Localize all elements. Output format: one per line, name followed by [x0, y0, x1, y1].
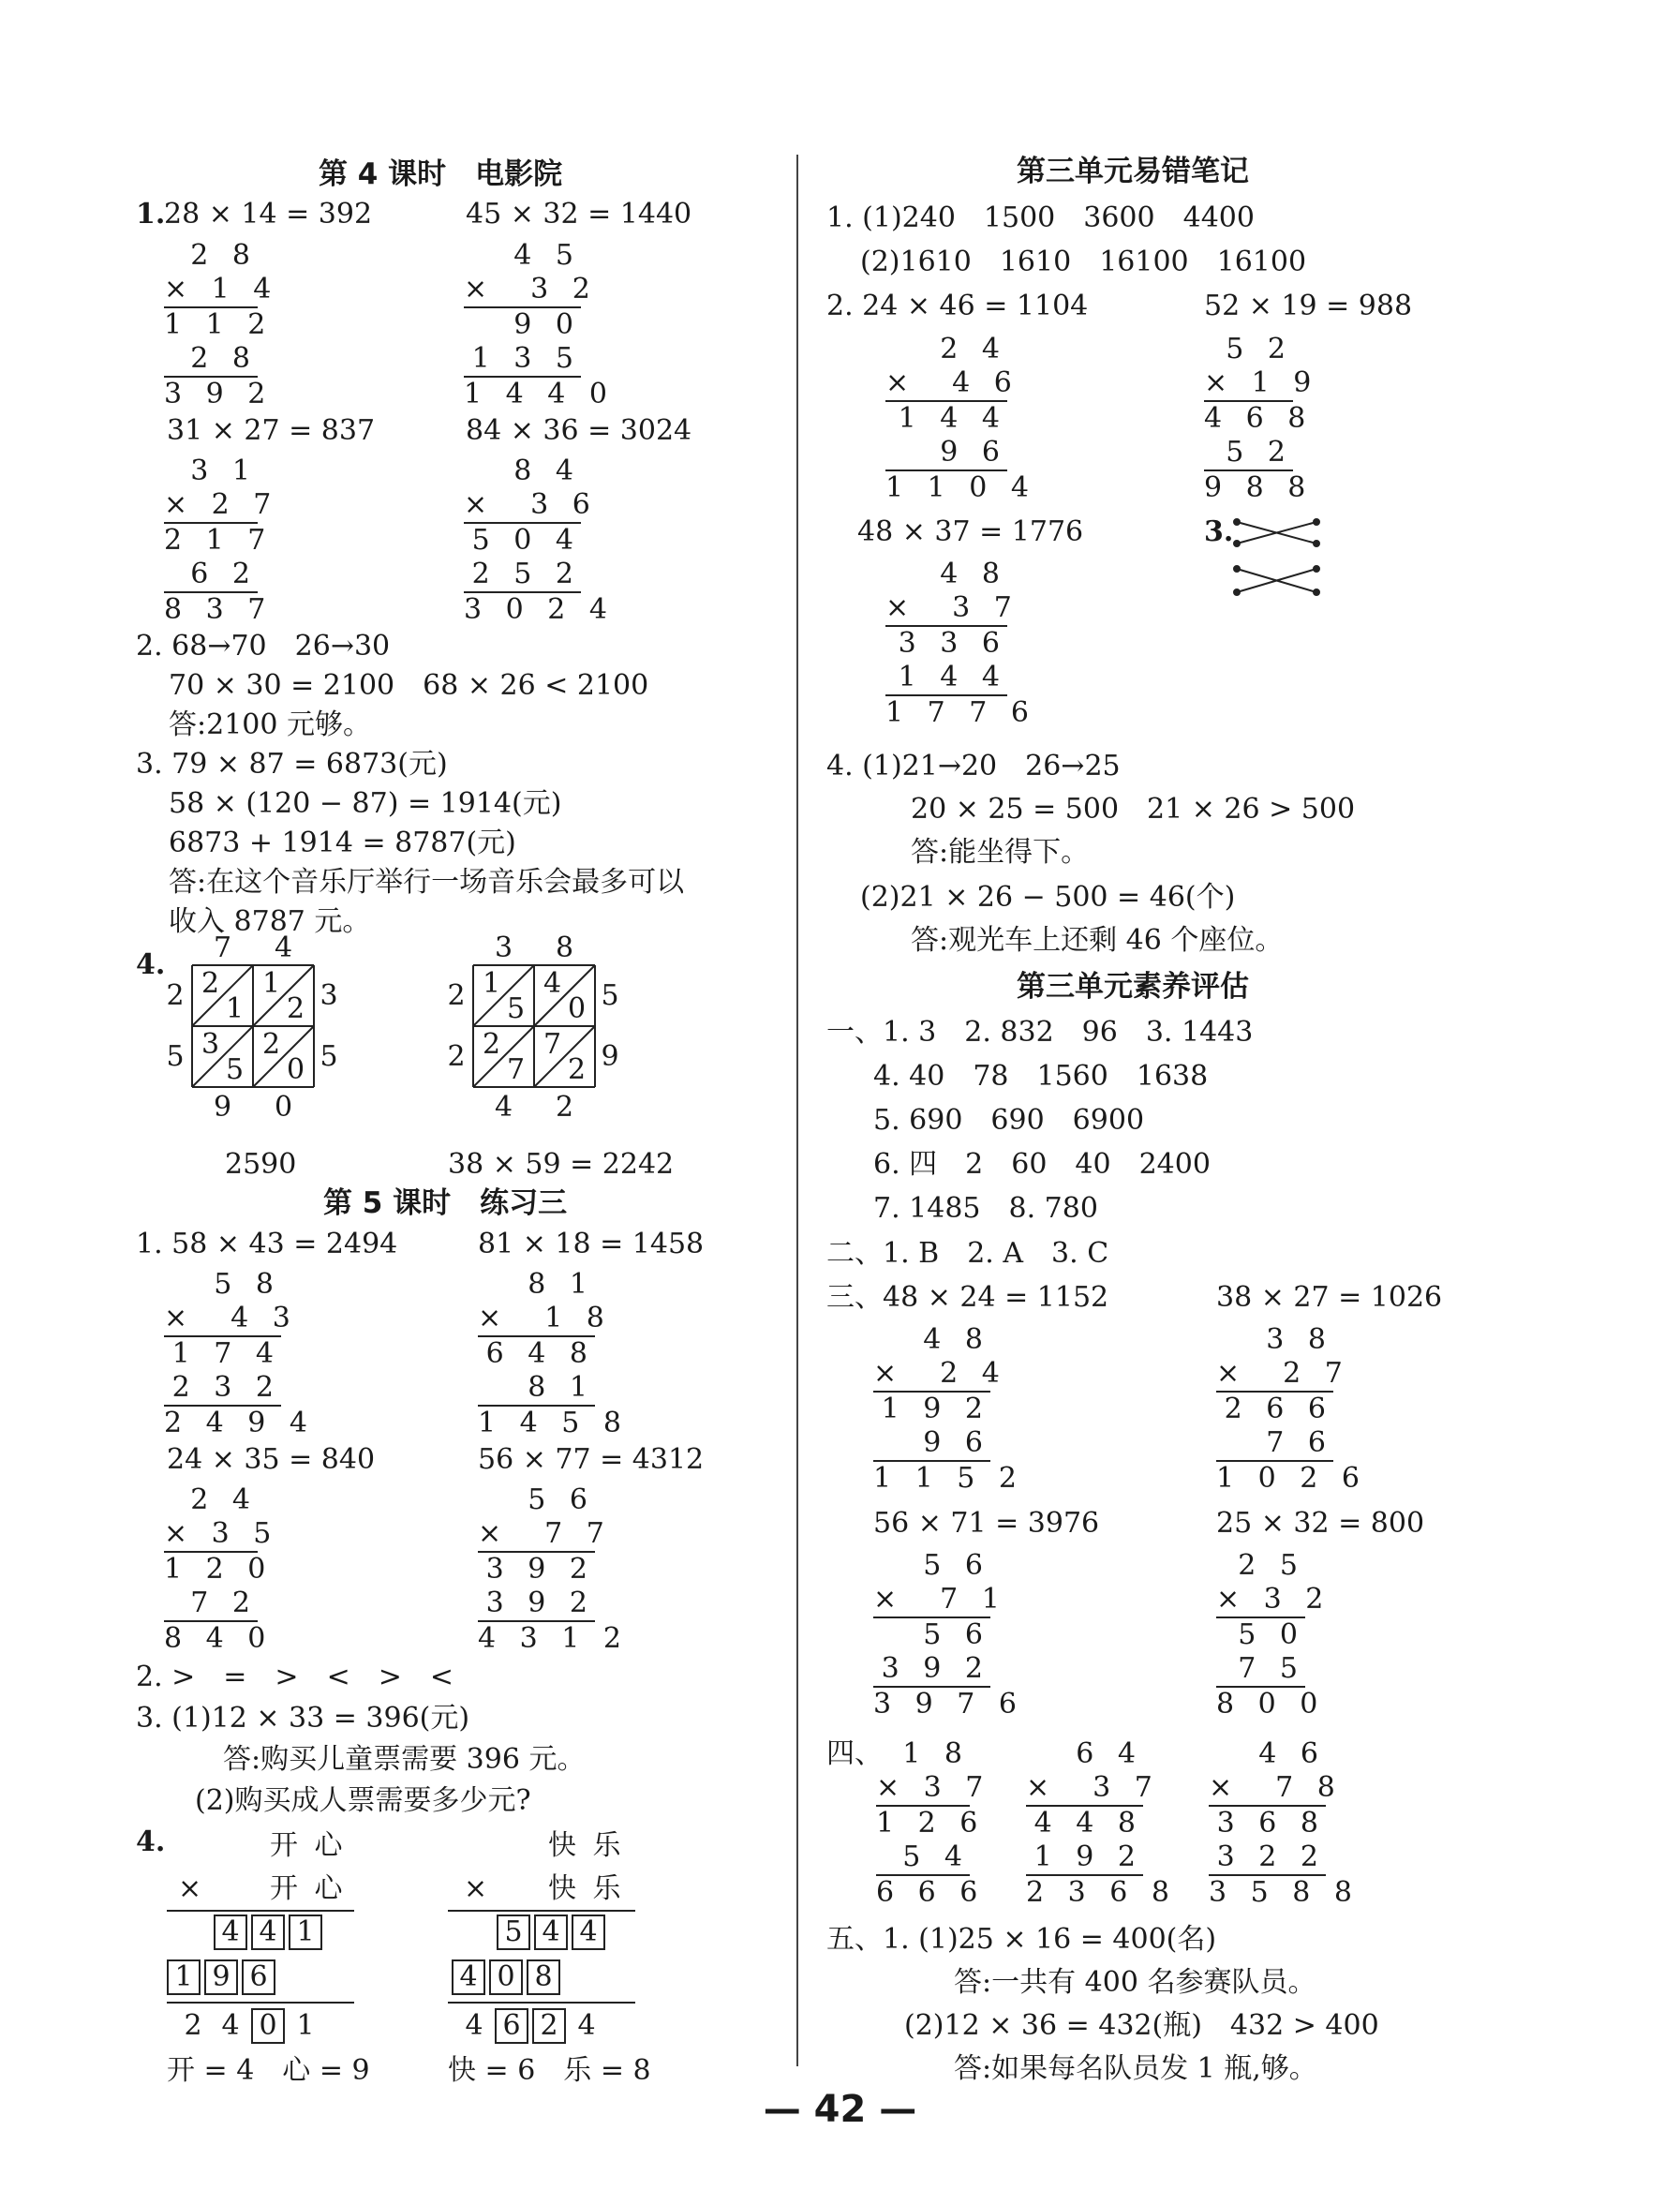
lattice-cell-tens: 1 — [482, 966, 501, 1000]
vm-row: × 3 5 — [164, 1517, 258, 1553]
equation: 56 × 77 = 4312 — [478, 1443, 705, 1476]
vm-row: 1 1 2 — [164, 308, 274, 341]
digit-box: 6 — [242, 1959, 275, 1995]
vm-row: 4 8 — [940, 558, 1007, 590]
lattice-cell-tens: 3 — [201, 1027, 220, 1061]
n4-line: 20 × 25 = 500 21 × 26 > 500 — [911, 793, 1356, 826]
vm-row: 6 4 8 — [485, 1337, 595, 1370]
vertical-multiplication — [464, 454, 615, 627]
vm-row: 5 6 — [528, 1483, 595, 1516]
vm-row: 3 1 — [190, 454, 258, 487]
lattice-top-digit: 4 — [274, 931, 293, 964]
e5-line: 五、1. (1)25 × 16 = 400(名) — [826, 1923, 1217, 1956]
vm-row: × 4 3 — [164, 1302, 281, 1337]
vertical-multiplication — [885, 558, 1036, 730]
e2-line: 二、1. B 2. A 3. C — [826, 1237, 1109, 1270]
digit-box: 6 — [495, 2008, 528, 2044]
vm-row: 2 4 — [190, 1483, 258, 1516]
q2-answer: 答:2100 元够。 — [169, 708, 371, 741]
vm-row: 3 9 2 — [873, 1652, 990, 1688]
equation: 24 × 35 = 840 — [167, 1443, 376, 1476]
vm-row: 5 6 — [923, 1618, 990, 1651]
digit-box: 9 — [204, 1959, 238, 1995]
vm-row: 2 3 2 — [164, 1371, 281, 1407]
notes-title: 第三单元易错笔记 — [1017, 155, 1249, 188]
lattice-cell-ones: 5 — [506, 991, 526, 1025]
e1-line: 5. 690 690 6900 — [873, 1104, 1145, 1137]
puzzle-second: 快 乐 — [548, 1872, 625, 1905]
vm-row: 2 4 — [940, 333, 1007, 365]
digit-box: 5 — [497, 1914, 530, 1950]
lattice-left-digit: 2 — [166, 978, 185, 1012]
vm-row: 7 2 — [164, 1587, 258, 1622]
vertical-multiplication — [1209, 1737, 1360, 1910]
vertical-multiplication — [1204, 333, 1319, 505]
vm-row: 3 9 7 6 — [873, 1688, 1024, 1721]
vm-row: 2 6 6 — [1224, 1393, 1333, 1425]
vertical-multiplication — [873, 1549, 1024, 1721]
vm-row: 1 7 4 — [171, 1337, 281, 1370]
lattice-cell-tens: 2 — [482, 1027, 501, 1061]
vm-row: 7 5 — [1216, 1652, 1305, 1688]
vm-row: × 4 6 — [885, 366, 1007, 402]
p3-line: 3. (1)12 × 33 = 396(元) — [136, 1702, 470, 1735]
puzzle-row — [497, 1914, 609, 1951]
e1-line: 4. 40 78 1560 1638 — [873, 1060, 1209, 1093]
vm-row: × 7 8 — [1209, 1771, 1326, 1807]
vm-row: 1 1 5 2 — [873, 1462, 1024, 1495]
vm-row: 5 0 — [1238, 1618, 1305, 1651]
e1-line: 6. 四 2 60 40 2400 — [873, 1148, 1211, 1181]
vm-row: 4 5 — [513, 239, 581, 272]
digit: 4 — [577, 2009, 596, 2042]
equation: 2. 24 × 46 = 1104 — [826, 290, 1089, 322]
digit-box: 1 — [289, 1914, 322, 1950]
equation: 25 × 32 = 800 — [1216, 1507, 1425, 1540]
puzzle-second: 开 心 — [270, 1872, 347, 1905]
vm-row: 5 2 — [1204, 436, 1293, 471]
p4-label: 4. — [136, 1825, 166, 1858]
digit-box: 2 — [532, 2008, 566, 2044]
matching-lines-diagram — [1227, 511, 1331, 604]
vm-row: 1 8 — [902, 1737, 970, 1770]
digit-box: 4 — [214, 1914, 247, 1950]
lattice-cell-tens: 4 — [543, 966, 562, 1000]
lattice-cell-ones: 7 — [506, 1052, 526, 1086]
lattice-right-digit: 9 — [601, 1039, 619, 1073]
vm-row: 6 4 — [1076, 1737, 1143, 1770]
puzzle-mul: × — [178, 1872, 202, 1905]
digit: 2 — [184, 2009, 202, 2042]
q1-label: 1. — [136, 198, 166, 231]
lattice-grid — [164, 931, 351, 1143]
p3-question: (2)购买成人票需要多少元? — [195, 1784, 531, 1817]
vm-row: 4 6 8 — [1204, 402, 1314, 435]
vertical-multiplication — [478, 1268, 629, 1440]
vm-row: 4 6 — [1258, 1737, 1326, 1770]
n3-label: 3. — [1204, 515, 1234, 548]
lattice-cell-ones: 2 — [286, 991, 305, 1025]
vertical-multiplication — [478, 1483, 629, 1656]
lattice-left-digit: 2 — [447, 978, 466, 1012]
puzzle-top: 快 乐 — [548, 1829, 625, 1862]
lattice-cell-ones: 1 — [225, 991, 245, 1025]
equation: 56 × 71 = 3976 — [873, 1507, 1100, 1540]
vm-row: 8 3 7 — [164, 593, 274, 626]
lattice-result: 38 × 59 = 2242 — [448, 1148, 675, 1181]
page-number: — 42 — — [763, 2088, 917, 2131]
lattice-cell-ones: 0 — [567, 991, 587, 1025]
vm-row: 6 6 6 — [876, 1876, 986, 1909]
vm-row: 3 6 8 — [1216, 1807, 1326, 1840]
e4-label: 四、 — [826, 1737, 883, 1770]
digit: 4 — [221, 2009, 240, 2042]
lattice-top-digit: 7 — [213, 931, 232, 964]
digit-box: 4 — [534, 1914, 568, 1950]
vm-row: × 3 7 — [885, 591, 1007, 627]
digit-box: 4 — [251, 1914, 285, 1950]
lattice-bottom-digit: 4 — [494, 1091, 513, 1124]
vm-row: 5 6 — [923, 1549, 990, 1582]
e1-line: 一、1. 3 2. 832 96 3. 1443 — [826, 1016, 1254, 1049]
puzzle-answer: 开 = 4 心 = 9 — [167, 2054, 370, 2087]
e5-answer: 答:一共有 400 名参赛队员。 — [954, 1966, 1316, 1999]
q2-line: 70 × 30 = 2100 68 × 26 < 2100 — [169, 669, 649, 702]
lattice-cell-ones: 0 — [286, 1052, 305, 1086]
vm-row: 5 4 — [876, 1840, 970, 1876]
vm-row: 3 0 2 4 — [464, 593, 615, 626]
vm-row: 5 0 4 — [471, 524, 581, 557]
vm-row: × 1 4 — [164, 273, 258, 308]
e5-line: (2)12 × 36 = 432(瓶) 432 > 400 — [904, 2009, 1379, 2042]
vm-row: 1 4 4 0 — [464, 378, 615, 410]
eval-title: 第三单元素养评估 — [1017, 970, 1249, 1004]
vm-row: 4 3 1 2 — [478, 1622, 629, 1655]
n4-line: 4. (1)21→20 26→25 — [826, 750, 1121, 782]
q3-line: 6873 + 1914 = 8787(元) — [169, 827, 516, 859]
vm-row: × 3 7 — [876, 1771, 970, 1807]
column-divider — [796, 155, 798, 2066]
vm-row: 3 9 2 — [164, 378, 274, 410]
digit-box: 4 — [572, 1914, 605, 1950]
vm-row: × 3 7 — [1026, 1771, 1143, 1807]
vm-row: 3 8 — [1266, 1323, 1333, 1356]
q2-line: 2. 68→70 26→30 — [136, 630, 391, 663]
puzzle-row — [214, 1914, 326, 1951]
lesson5-title: 第 5 课时 练习三 — [323, 1186, 568, 1220]
vertical-multiplication — [164, 1268, 315, 1440]
vm-row: 5 8 — [214, 1268, 281, 1301]
vm-row: 9 6 — [873, 1426, 990, 1462]
lattice-top-digit: 8 — [555, 931, 574, 964]
q3-line: 58 × (120 − 87) = 1914(元) — [169, 787, 562, 820]
vm-row: 3 5 8 8 — [1209, 1876, 1360, 1909]
puzzle-sum — [176, 2007, 326, 2045]
lattice-cell-tens: 2 — [201, 966, 220, 1000]
equation: 48 × 37 = 1776 — [857, 515, 1084, 548]
vm-row: × 3 2 — [464, 273, 581, 308]
digit-box: 0 — [251, 2008, 285, 2044]
vm-row: 3 9 2 — [485, 1553, 595, 1586]
vm-row: 2 3 6 8 — [1026, 1876, 1177, 1909]
equation: 三、48 × 24 = 1152 — [826, 1281, 1109, 1314]
lattice-bottom-digit: 0 — [274, 1091, 293, 1124]
p2-comparisons: 2. > = > < > < — [136, 1661, 453, 1693]
equation: 38 × 27 = 1026 — [1216, 1281, 1443, 1314]
vertical-multiplication — [164, 239, 279, 411]
vm-row: 1 1 0 4 — [885, 471, 1036, 504]
vm-row: × 7 1 — [873, 1583, 990, 1618]
vm-row: 1 2 6 — [876, 1807, 986, 1840]
vm-row: 8 1 — [528, 1268, 595, 1301]
vm-row: 4 4 8 — [1033, 1807, 1143, 1840]
vm-row: 4 8 — [923, 1323, 990, 1356]
lattice-result: 2590 — [225, 1148, 297, 1181]
digit-box: 0 — [489, 1959, 523, 1995]
vertical-multiplication — [164, 454, 279, 627]
lattice-right-digit: 3 — [320, 978, 338, 1012]
n4-answer: 答:能坐得下。 — [911, 836, 1090, 869]
vm-row: 8 0 0 — [1216, 1688, 1326, 1721]
digit: 1 — [296, 2009, 315, 2042]
vm-row: × 2 7 — [164, 488, 258, 524]
n4-line: (2)21 × 26 − 500 = 46(个) — [860, 881, 1236, 914]
vertical-multiplication — [876, 1737, 991, 1910]
puzzle-row — [167, 1959, 279, 1996]
lattice-cell-ones: 2 — [567, 1052, 587, 1086]
vm-row: 5 2 — [1226, 333, 1293, 365]
vm-row: × 3 2 — [1216, 1583, 1305, 1618]
vm-row: 8 4 0 — [164, 1622, 274, 1655]
vm-row: 1 9 2 — [881, 1393, 990, 1425]
n4-answer: 答:观光车上还剩 46 个座位。 — [911, 924, 1284, 957]
q3-answer-cont: 收入 8787 元。 — [169, 905, 371, 938]
vertical-multiplication — [873, 1323, 1024, 1496]
vm-row: × 2 4 — [873, 1357, 990, 1393]
lattice-right-digit: 5 — [320, 1039, 338, 1073]
lattice-top-digit: 3 — [494, 931, 513, 964]
vertical-multiplication — [164, 1483, 279, 1656]
vm-row: × 2 7 — [1216, 1357, 1333, 1393]
equation: 1. 58 × 43 = 2494 — [136, 1228, 398, 1260]
vm-row: 9 8 8 — [1204, 471, 1314, 504]
vm-row: 8 1 — [478, 1371, 595, 1407]
equation: 52 × 19 = 988 — [1204, 290, 1413, 322]
q4-label: 4. — [136, 948, 166, 981]
vm-row: 2 1 7 — [164, 524, 274, 557]
vm-row: 2 5 — [1238, 1549, 1305, 1582]
e1-line: 7. 1485 8. 780 — [873, 1192, 1098, 1225]
vm-row: × 1 9 — [1204, 366, 1293, 402]
lattice-right-digit: 5 — [601, 978, 619, 1012]
digit: 4 — [465, 2009, 483, 2042]
vm-row: 2 4 9 4 — [164, 1407, 315, 1439]
digit-box: 1 — [167, 1959, 201, 1995]
vm-row: 1 4 5 8 — [478, 1407, 629, 1439]
vertical-multiplication — [1216, 1323, 1367, 1496]
n1-line: 1. (1)240 1500 3600 4400 — [826, 201, 1255, 234]
vm-row: 1 4 4 — [898, 402, 1007, 435]
puzzle-sum — [457, 2007, 607, 2045]
lattice-grid — [445, 931, 632, 1143]
n1-line: (2)1610 1610 16100 16100 — [860, 246, 1307, 278]
vm-row: 3 3 6 — [898, 627, 1007, 660]
digit-box: 4 — [452, 1959, 485, 1995]
e5-answer: 答:如果每名队员发 1 瓶,够。 — [954, 2052, 1317, 2085]
vm-row: 8 4 — [513, 454, 581, 487]
lattice-cell-tens: 1 — [261, 966, 281, 1000]
equation: 28 × 14 = 392 — [164, 198, 373, 231]
vertical-multiplication — [1216, 1549, 1331, 1721]
puzzle-mul: × — [464, 1872, 488, 1905]
lattice-left-digit: 5 — [166, 1039, 185, 1073]
lesson4-title: 第 4 课时 电影院 — [319, 157, 563, 191]
vm-row: 9 6 — [885, 436, 1007, 471]
vm-row: 1 3 5 — [464, 342, 581, 378]
digit-box: 8 — [527, 1959, 560, 1995]
vm-row: 1 0 2 6 — [1216, 1462, 1367, 1495]
vm-row: 1 4 4 — [885, 661, 1007, 696]
equation: 84 × 36 = 3024 — [466, 414, 692, 447]
vm-row: 7 6 — [1216, 1426, 1333, 1462]
vm-row: 2 8 — [164, 342, 258, 378]
vertical-multiplication — [464, 239, 615, 411]
vm-row: 6 2 — [164, 558, 258, 593]
lattice-bottom-digit: 2 — [555, 1091, 574, 1124]
q3-answer: 答:在这个音乐厅举行一场音乐会最多可以 — [169, 866, 685, 899]
puzzle-top: 开 心 — [270, 1829, 347, 1862]
lattice-cell-ones: 5 — [225, 1052, 245, 1086]
vm-row: 1 2 0 — [164, 1553, 274, 1586]
vm-row: 1 7 7 6 — [885, 696, 1036, 729]
equation: 31 × 27 = 837 — [167, 414, 376, 447]
vm-row: 3 9 2 — [478, 1587, 595, 1622]
vm-row: × 1 8 — [478, 1302, 595, 1337]
vm-row: 2 5 2 — [464, 558, 581, 593]
vertical-multiplication — [1026, 1737, 1177, 1910]
q3-line: 3. 79 × 87 = 6873(元) — [136, 748, 448, 781]
vm-row: × 7 7 — [478, 1517, 595, 1553]
lattice-bottom-digit: 9 — [213, 1091, 232, 1124]
lattice-left-digit: 2 — [447, 1039, 466, 1073]
lattice-cell-tens: 2 — [261, 1027, 281, 1061]
p3-answer: 答:购买儿童票需要 396 元。 — [223, 1743, 586, 1776]
puzzle-answer: 快 = 6 乐 = 8 — [448, 2054, 651, 2087]
puzzle-row — [452, 1959, 564, 1996]
vertical-multiplication — [885, 333, 1036, 505]
lattice-cell-tens: 7 — [543, 1027, 562, 1061]
vm-row: 9 0 — [513, 308, 581, 341]
vm-row: 2 8 — [190, 239, 258, 272]
vm-row: × 3 6 — [464, 488, 581, 524]
vm-row: 3 2 2 — [1209, 1840, 1326, 1876]
equation: 81 × 18 = 1458 — [478, 1228, 705, 1260]
vm-row: 1 9 2 — [1026, 1840, 1143, 1876]
equation: 45 × 32 = 1440 — [466, 198, 692, 231]
